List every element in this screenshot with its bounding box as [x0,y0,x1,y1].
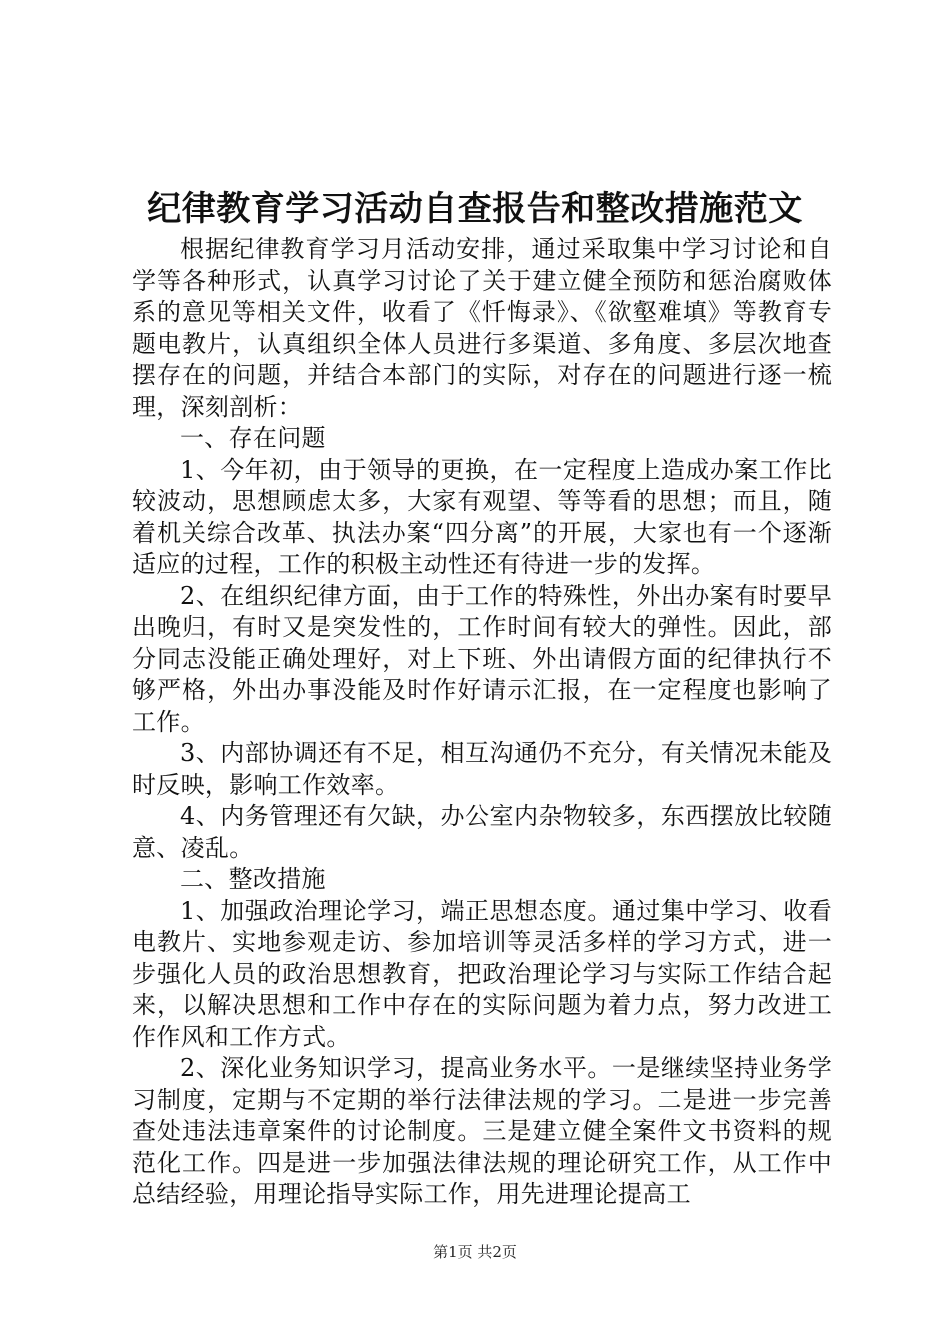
paragraph-problem-4: 4、内务管理还有欠缺，办公室内杂物较多，东西摆放比较随意、凌乱。 [132,802,832,862]
paragraph-measure-2: 2、深化业务知识学习，提高业务水平。一是继续坚持业务学习制度，定期与不定期的举行法律法规的学习。二是进一步完善查处违法违章案件的讨论制度。三是建立健全案件文书资料的规范化工作。四是进一步加强法律法规的理论研究工作，从工作中总结经验，用理论指导实际工作，用先进理论提高工 [132,1054,832,1208]
paragraph-measure-1: 1、加强政治理论学习，端正思想态度。通过集中学习、收看电教片、实地参观走访、参加培训等灵活多样的学习方式，进一步强化人员的政治思想教育，把政治理论学习与实际工作结合起来，以解决思想和工作中存在的实际问题为着力点，努力改进工作作风和工作方式。 [132,896,832,1051]
paragraph-intro: 根据纪律教育学习月活动安排，通过采取集中学习讨论和自学等各种形式，认真学习讨论了关于建立健全预防和惩治腐败体系的意见等相关文件，收看了《忏悔录》、《欲壑难填》等教育专题电教片，认真组织全体人员进行多渠道、多角度、多层次地查摆存在的问题，并结合本部门的实际，对存在的问题进行逐一梳理，深刻剖析： [132,235,832,421]
section-heading-problems: 一、存在问题 [180,424,326,452]
document-body [132,234,832,1211]
paragraph-problem-3: 3、内部协调还有不足，相互沟通仍不充分，有关情况未能及时反映，影响工作效率。 [132,739,832,799]
document-title: 纪律教育学习活动自查报告和整改措施范文 [147,189,803,229]
page-number-footer: 第1页 共2页 [433,1243,517,1261]
section-heading-measures: 二、整改措施 [180,865,326,893]
paragraph-problem-2: 2、在组织纪律方面，由于工作的特殊性，外出办案有时要早出晚归，有时又是突发性的，工作时间有较大的弹性。因此，部分同志没能正确处理好，对上下班、外出请假方面的纪律执行不够严格，外出办事没能及时作好请示汇报，在一定程度也影响了工作。 [132,581,832,736]
paragraph-problem-1: 1、今年初，由于领导的更换，在一定程度上造成办案工作比较波动，思想顾虑太多，大家有观望、等等看的思想；而且，随着机关综合改革、执法办案“四分离”的开展，大家也有一个逐渐适应的过程，工作的积极主动性还有待进一步的发挥。 [132,455,832,578]
